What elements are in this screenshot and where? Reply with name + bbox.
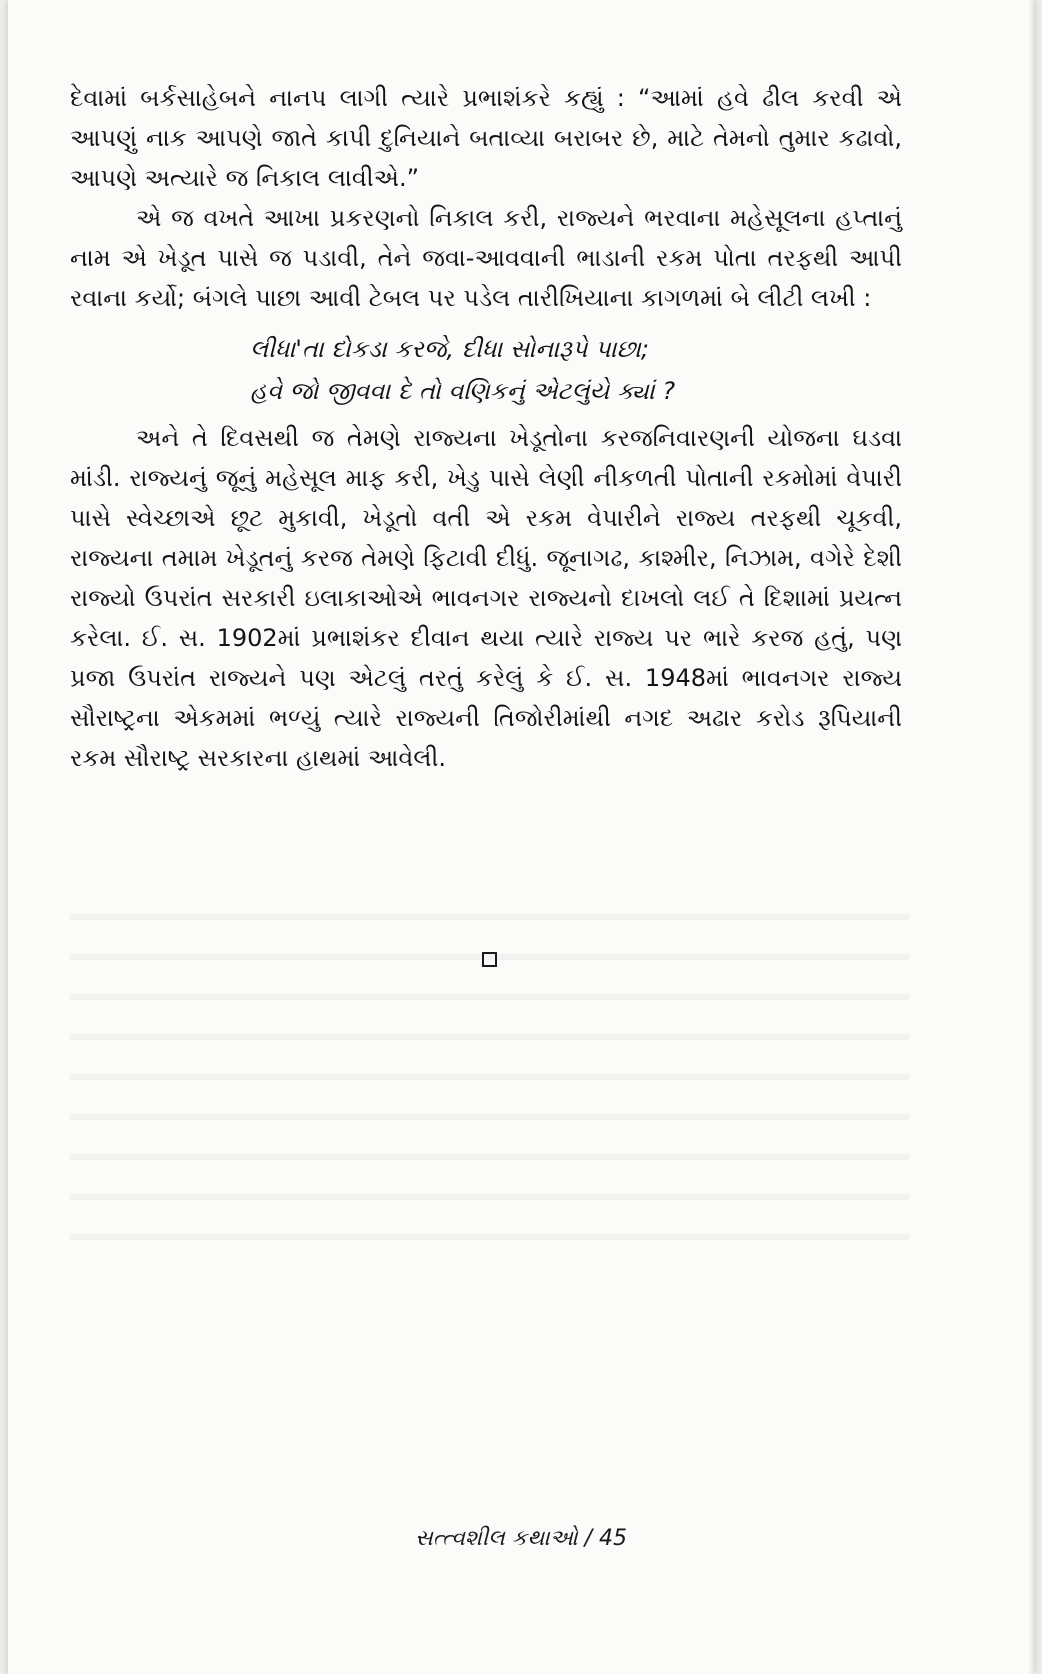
show-through-text — [70, 892, 910, 1272]
couplet — [70, 328, 902, 412]
paragraph-1: દેવામાં બર્કસાહેબને નાનપ લાગી ત્યારે પ્રભાશંકરે કહ્યું : “આમાં હવે ઢીલ કરવી એ આપણું નાક આપણે જાતે કાપી દુનિયાને બતાવ્યા બરાબર છે, માટે તેમનો તુમાર કઢાવો, આપણે અત્યારે જ નિકાલ લાવીએ.” — [70, 84, 902, 192]
paragraph-2: એ જ વખતે આખા પ્રકરણનો નિકાલ કરી, રાજ્યને ભરવાના મહેસૂલના હપ્તાનું નામ એ ખેડૂત પાસે જ પડાવી, તેને જવા-આવવાની ભાડાની રકમ પોતા તરફથી આપી રવાના કર્યો; બંગલે પાછા આવી ટેબલ પર પડેલ તારીખિયાના કાગળમાં બે લીટી લખી : — [70, 204, 902, 312]
section-end-box — [482, 952, 497, 967]
paragraph-3: અને તે દિવસથી જ તેમણે રાજ્યના ખેડૂતોના કરજનિવારણની યોજના ઘડવા માંડી. રાજ્યનું જૂનું મહેસૂલ માફ કરી, ખેડુ પાસે લેણી નીકળતી પોતાની રકમોમાં વેપારી પાસે સ્વેચ્છાએ છૂટ મુકાવી, ખેડૂતો વતી એ રકમ વેપારીને રાજ્ય તરફથી ચૂકવી, રાજ્યના તમામ ખેડૂતનું કરજ તેમણે ફિટાવી દીધું. જૂનાગઢ, કાશ્મીર, નિઝામ, વગેરે દેશી રાજ્યો ઉપરાંત સરકારી ઇલાકાઓએ ભાવનગર રાજ્યનો દાખલો લઈ તે દિશામાં પ્રયત્ન કરેલા. ઈ. સ. 1902માં પ્રભાશંકર દીવાન થયા ત્યારે રાજ્ય પર ભારે કરજ હતું, પણ પ્રજા ઉપરાંત રાજ્યને પણ એટલું તરતું કરેલું કે ઈ. સ. 1948માં ભાવનગર રાજ્ય સૌરાષ્ટ્રના એકમમાં ભળ્યું ત્યારે રાજ્યની તિજોરીમાંથી નગદ અઢાર કરોડ રૂપિયાની રકમ સૌરાષ્ટ્ર સરકારના હાથમાં આવેલી. — [70, 424, 902, 772]
page-edge-shadow — [1028, 0, 1034, 1674]
page-footer: સત્ત્વશીલ કથાઓ / 45 — [415, 1526, 627, 1551]
couplet-line-2: હવે જો જીવવા દે તો વણિકનું એટલુંયે ક્યાં ? — [250, 377, 676, 405]
couplet-line-1: લીધા'તા દોકડા કરજે, દીધા સોનારૂપે પાછા; — [250, 335, 650, 363]
book-page — [8, 0, 1034, 1674]
page-body — [70, 78, 902, 778]
